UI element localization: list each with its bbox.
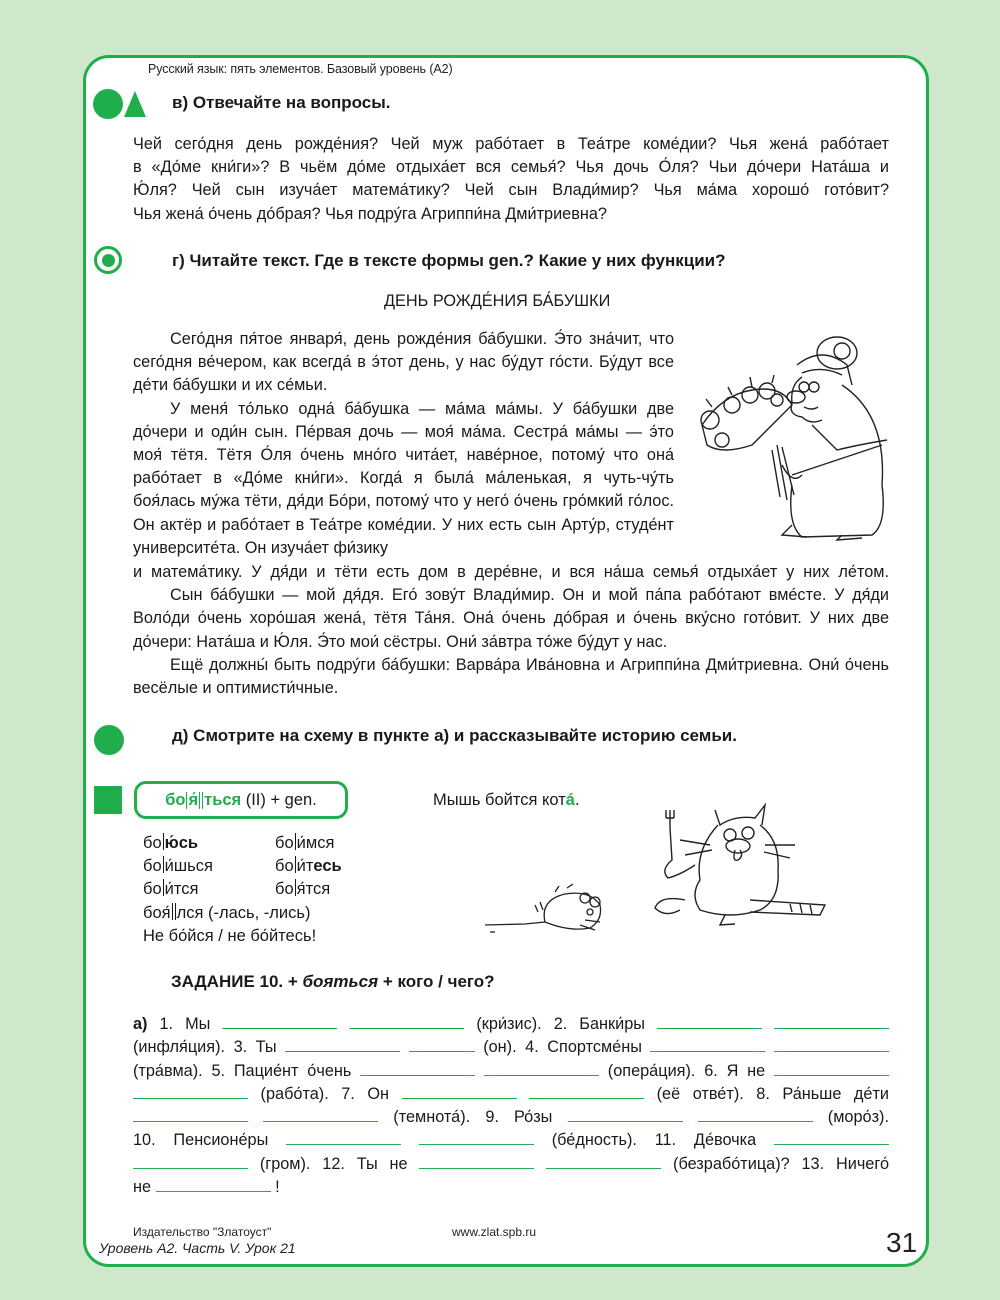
conjugation-row: бо и́шься bbox=[143, 857, 213, 876]
verb-governance: (II) + gen. bbox=[241, 790, 317, 809]
answer-blank[interactable] bbox=[409, 1037, 475, 1052]
answer-blank[interactable] bbox=[657, 1014, 762, 1029]
task-d-title: д) Смотрите на схему в пункте а) и рассказывайте историю семьи. bbox=[172, 726, 737, 745]
triangle-icon bbox=[124, 91, 146, 117]
answer-blank[interactable] bbox=[263, 1107, 378, 1122]
question-line: Ю́ля? Чей сын изуча́ет матема́тику? Чей сын Влади́мир? Чья ма́ма хорошо́ гото́вит? bbox=[133, 181, 889, 200]
conjugation-row: бо ю́сь bbox=[143, 834, 199, 852]
answer-blank[interactable] bbox=[419, 1130, 534, 1145]
answer-blank[interactable] bbox=[286, 1130, 401, 1145]
circle-icon bbox=[93, 89, 123, 119]
grammar-rule-box bbox=[134, 781, 348, 819]
task-v-questions bbox=[133, 133, 889, 226]
conjugation-plural bbox=[275, 832, 342, 902]
answer-blank[interactable] bbox=[402, 1084, 517, 1099]
answer-blank[interactable] bbox=[349, 1014, 464, 1029]
answer-blank[interactable] bbox=[774, 1037, 889, 1052]
answer-blank[interactable] bbox=[774, 1130, 889, 1145]
task10-label: ЗАДАНИЕ 10. + bbox=[171, 972, 303, 991]
conjugation-singular bbox=[143, 832, 213, 902]
answer-blank[interactable] bbox=[360, 1061, 475, 1076]
conjugation-past: боя́ лся (-лась, -лись) Не бо́йся / не бо́йтесь! bbox=[143, 902, 316, 948]
task-v-title: в) Отвечайте на вопросы. bbox=[172, 93, 391, 112]
story-paragraph: Сего́дня пя́тое января́, день рожде́ния ба́бушки. Э́то зна́чит, что сего́дня ве́чером, как всегда́ в э́тот день, у нас бу́дут го́сти. Бу́дут все де́ти ба́бушки и их се́мьи. bbox=[133, 330, 674, 395]
conjugation-row: бо и́тесь bbox=[275, 857, 342, 876]
answer-blank[interactable] bbox=[222, 1014, 337, 1029]
text-title: ДЕНЬ РОЖДЕ́НИЯ БА́БУШКИ bbox=[384, 292, 611, 310]
question-line: Чей сего́дня день рожде́ния? Чей муж рабо́тает в Теа́тре коме́дии? Чья жена́ рабо́тает bbox=[133, 135, 889, 153]
conjugation-row: бо я́тся bbox=[275, 880, 331, 899]
publisher: Издательство "Златоуст" bbox=[133, 1225, 272, 1239]
task10-verb: бояться bbox=[302, 972, 379, 991]
example-ending: á bbox=[565, 791, 575, 809]
example-period: . bbox=[574, 791, 580, 809]
example-text: Мышь бойтся кот bbox=[433, 791, 566, 809]
task10-title bbox=[171, 972, 495, 992]
answer-blank[interactable] bbox=[774, 1061, 889, 1076]
circle-icon bbox=[94, 725, 124, 755]
question-line: Чья жена́ о́чень до́брая? Чья подру́га Агриппи́на Дми́триевна? bbox=[133, 204, 607, 223]
story-column bbox=[133, 328, 674, 560]
square-icon bbox=[94, 786, 122, 814]
story-paragraph: Ещё должны́ быть подру́ги ба́бушки: Варва́ра Ива́новна и Агриппи́на Дми́триевна. Они́ о́чень весёлые и оптимисти́чные. bbox=[133, 655, 889, 698]
answer-blank[interactable] bbox=[133, 1107, 248, 1122]
answer-blank[interactable] bbox=[133, 1084, 248, 1099]
answer-blank[interactable] bbox=[698, 1107, 813, 1122]
conjugation-row: бо и́мся bbox=[275, 834, 335, 852]
grandmother-illustration bbox=[692, 325, 892, 550]
story-paragraph: У меня́ то́лько одна́ ба́бушка — ма́ма ма́мы. У ба́бушки две до́чери и оди́н сын. Пе́рвая дочь — моя́ ма́ма. Сестра́ ма́мы — э́то моя́ тётя. Тётя О́ля о́чень мно́го чита́ет, наве́рное, потому́ что она́ рабо́тает в «До́ме кни́ги». Когда́ я была́ ма́ленькая, я чуть-чу́ть боя́лась му́жа тёти, дя́ди Бо́ри, потому́ что у него́ о́чень гро́мкий го́лос. Он актёр и рабо́тает в Теа́тре коме́дии. У них есть сын Арту́р, студе́нт университе́та. Он изуча́ет фи́зику bbox=[133, 399, 674, 557]
answer-blank[interactable] bbox=[133, 1154, 248, 1169]
lesson-level: Уровень А2. Часть V. Урок 21 bbox=[99, 1240, 296, 1256]
exercise-label: а) bbox=[133, 1015, 148, 1033]
task-g-title: г) Читайте текст. Где в тексте формы gen.? Какие у них функции? bbox=[172, 251, 726, 270]
answer-blank[interactable] bbox=[285, 1037, 400, 1052]
morpheme-separator bbox=[202, 792, 203, 809]
task10-question: + кого / чего? bbox=[378, 972, 495, 991]
example-sentence bbox=[433, 791, 580, 810]
mouse-illustration bbox=[485, 880, 635, 940]
question-line: в «До́ме кни́ги»? В чьём до́ме отдыха́ет вся семья́? Чья дочь О́ля? Чьи до́чери Ната́ша и bbox=[133, 158, 889, 177]
conjugation-row: бо и́тся bbox=[143, 880, 199, 899]
verb-ending: ться bbox=[204, 790, 242, 809]
story-paragraph-end: и матема́тику. У дя́ди и тёти есть дом в дере́вне, и вся на́ша семья́ отдыха́ет у них ле́том. bbox=[133, 563, 889, 581]
morpheme-separator bbox=[199, 792, 200, 809]
imperative-row: Не бо́йся / не бо́йтесь! bbox=[143, 926, 317, 945]
story-paragraph: Сын ба́бушки — мой дя́дя. Его́ зову́т Влади́мир. Он и мой па́па рабо́тают вме́сте. У дя́ди Воло́ди о́чень хоро́шая жена́, тётя Та́ня. Она́ о́чень до́брая и о́чень вку́сно гото́вит. У них две до́чери: Ната́ша и Ю́ля. Э́то мои́ сёстры. Они́ за́втра то́же бу́дут у нас. bbox=[133, 586, 889, 651]
running-head: Русский язык: пять элементов. Базовый уровень (А2) bbox=[148, 62, 453, 76]
task10-exercise: а) 1. Мы (кри́зис). 2. Банки́ры (инфля́ция). 3. Ты (он). 4. Спортсме́ны (тра́вма). 5. Пацие́нт о́чень (опера́ция). 6. Я не (рабо́та). 7. Он (её отве́т). 8. Ра́ньше де́ти (темнота́). 9. Ро́зы (моро́з). 10. Пенсионе́ры (бе́дность). 11. Де́вочка (гром). 12. Ты не (безрабо́тица)? 13. Ничего́ не ! bbox=[133, 1015, 890, 1197]
answer-blank[interactable] bbox=[650, 1037, 765, 1052]
answer-blank[interactable] bbox=[484, 1061, 599, 1076]
answer-blank[interactable] bbox=[568, 1107, 683, 1122]
answer-blank[interactable] bbox=[419, 1154, 534, 1169]
answer-blank[interactable] bbox=[529, 1084, 644, 1099]
answer-blank[interactable] bbox=[546, 1154, 661, 1169]
page-number: 31 bbox=[886, 1227, 918, 1258]
website-link[interactable]: www.zlat.spb.ru bbox=[452, 1225, 537, 1239]
target-icon bbox=[94, 246, 122, 274]
answer-blank[interactable] bbox=[774, 1014, 889, 1029]
verb-suffix: я́ bbox=[188, 790, 199, 809]
cat-illustration bbox=[640, 800, 830, 930]
verb-stem: бо bbox=[165, 790, 186, 809]
answer-blank[interactable] bbox=[156, 1177, 271, 1192]
story-full-width bbox=[133, 561, 889, 700]
